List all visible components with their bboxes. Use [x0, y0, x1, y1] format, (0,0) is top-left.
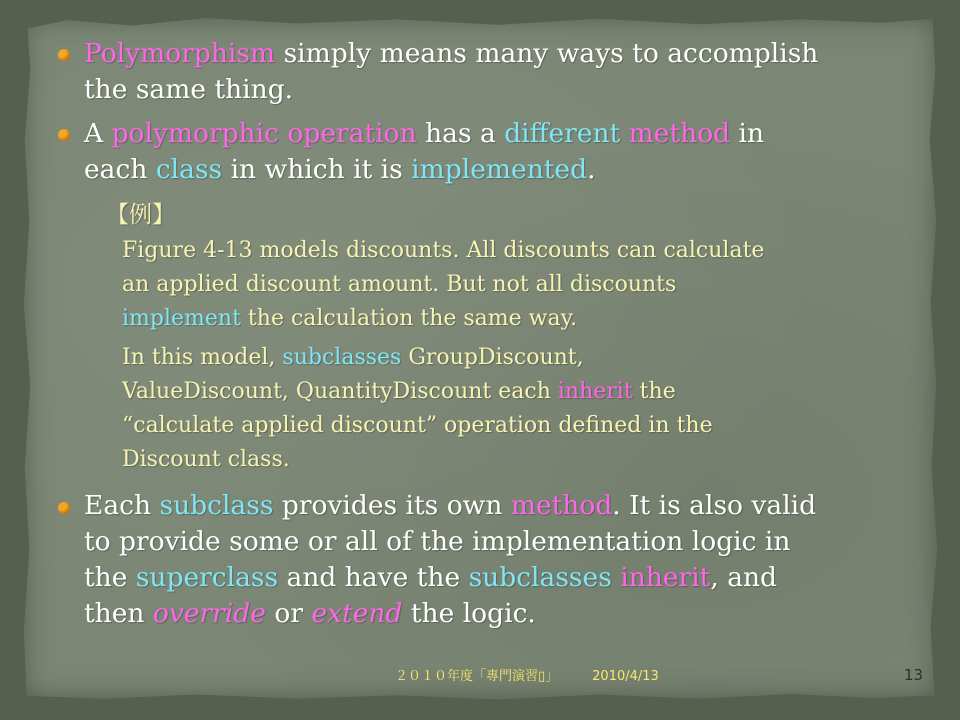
- term-inherit: inherit: [557, 379, 633, 404]
- text: the: [84, 562, 136, 593]
- term-different: different: [504, 118, 621, 149]
- example-p1-line2: an applied discount amount. But not all discounts: [122, 272, 677, 297]
- text: and have the: [278, 562, 469, 593]
- term-inherit: inherit: [620, 562, 711, 593]
- text: in which it is: [222, 154, 412, 185]
- example-p2-line2: [122, 379, 676, 404]
- example-p1-line3: [122, 306, 577, 331]
- text: provides its own: [273, 490, 511, 521]
- text: each: [84, 154, 156, 185]
- term-superclass: superclass: [135, 562, 279, 593]
- term-subclass: subclass: [159, 490, 274, 521]
- bullet1-line2: [84, 74, 293, 105]
- bullet2-line1: [84, 118, 764, 149]
- example-p1-line1: Figure 4-13 models discounts. All discounts can calculate: [122, 238, 765, 263]
- bullet2-line2: [84, 154, 596, 185]
- term-extend: extend: [311, 598, 403, 629]
- term-override: override: [152, 598, 266, 629]
- text: GroupDiscount,: [401, 345, 584, 370]
- bullet3-line2: [84, 526, 790, 557]
- term-method: method: [628, 118, 731, 149]
- text: to provide some or all of the implementation logic in: [84, 526, 791, 557]
- text: .: [587, 154, 596, 185]
- text: . It is also valid: [612, 490, 817, 521]
- text: the logic.: [402, 598, 536, 629]
- text: or: [265, 598, 312, 629]
- footer: [395, 665, 659, 684]
- term-implemented: implemented: [411, 154, 588, 185]
- text: the: [632, 379, 676, 404]
- bullet3-line4: [84, 598, 536, 629]
- bullet-dot-1: [58, 49, 70, 61]
- bullet-dot-2: [58, 129, 70, 141]
- term-method: method: [510, 490, 613, 521]
- text: In this model,: [122, 345, 283, 370]
- text: has a: [416, 118, 505, 149]
- term-subclasses: subclasses: [468, 562, 612, 593]
- text: simply means many ways to accomplish: [275, 38, 819, 69]
- bullet3-line3: [84, 562, 777, 593]
- text: A: [84, 118, 112, 149]
- footer-course: ２０１０年度「專門演習▯」: [395, 669, 559, 684]
- text: Each: [84, 490, 160, 521]
- bullet1-line1: [84, 38, 818, 69]
- term-polymorphism: Polymorphism: [84, 38, 276, 69]
- text: the calculation the same way.: [240, 306, 578, 331]
- term-implement: implement: [122, 306, 241, 331]
- text: in: [730, 118, 765, 149]
- text: the same thing.: [84, 74, 294, 105]
- term-class: class: [155, 154, 223, 185]
- example-tag: 【例】: [106, 202, 175, 228]
- text: [620, 118, 628, 149]
- page-number: 13: [904, 666, 924, 684]
- text: [612, 562, 620, 593]
- bullet3-line1: [84, 490, 816, 521]
- example-p2-line1: [122, 345, 584, 370]
- term-polymorphic-operation: polymorphic operation: [111, 118, 417, 149]
- text: each: [491, 379, 558, 404]
- example-p2-line3: “calculate applied discount” operation defined in the: [122, 413, 713, 438]
- text: , and: [710, 562, 778, 593]
- text: then: [84, 598, 153, 629]
- term-subclasses: subclasses: [282, 345, 402, 370]
- footer-date: 2010/4/13: [592, 669, 659, 684]
- bullet-dot-3: [58, 502, 70, 514]
- text: ValueDiscount, QuantityDiscount: [122, 379, 492, 404]
- example-p2-line4: Discount class.: [122, 447, 290, 472]
